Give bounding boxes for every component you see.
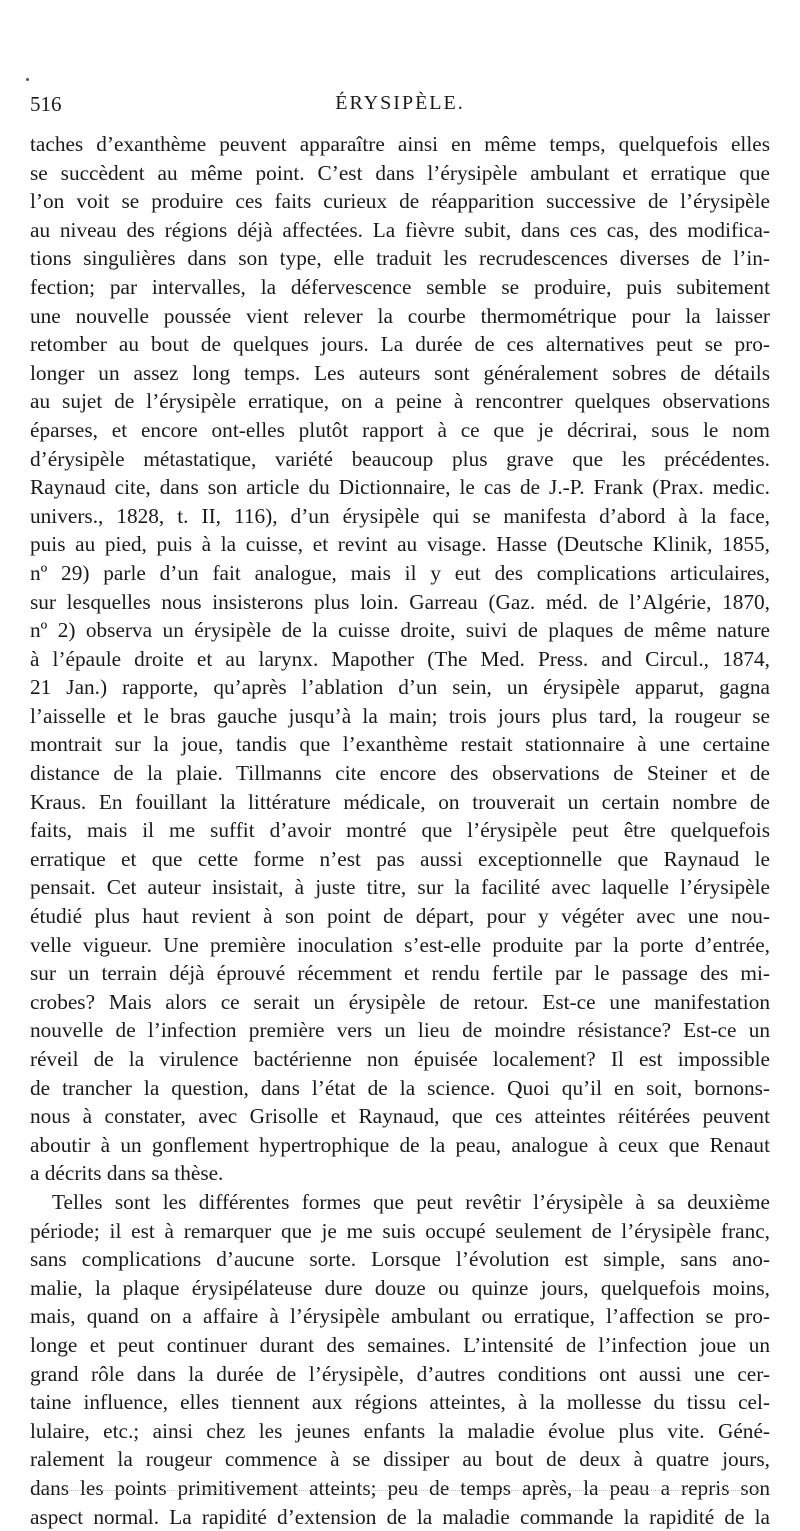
page-number: 516 — [30, 92, 62, 117]
text-line: faits, mais il me suffit d’avoir montré que l’érysipèle peut être quelquefois — [30, 816, 770, 845]
text-line: lulaire, etc.; ainsi chez les jeunes enfants la maladie évolue plus vite. Géné- — [30, 1417, 770, 1446]
text-line: au niveau des régions déjà affectées. La fièvre subit, dans ces cas, des modifica- — [30, 216, 770, 245]
text-line: longe et peut continuer durant des semaines. L’intensité de l’infection joue un — [30, 1331, 770, 1360]
book-page — [30, 90, 770, 1531]
text-line: aboutir à un gonflement hypertrophique de la peau, analogue à ceux que Renaut — [30, 1131, 770, 1160]
text-line: univers., 1828, t. II, 116), d’un érysipèle qui se manifesta d’abord à la face, — [30, 502, 770, 531]
text-line: erratique et que cette forme n’est pas aussi exceptionnelle que Raynaud le — [30, 845, 770, 874]
text-line: nous à constater, avec Grisolle et Raynaud, que ces atteintes réitérées peuvent — [30, 1102, 770, 1131]
text-line: nº 2) observa un érysipèle de la cuisse droite, suivi de plaques de même nature — [30, 616, 770, 645]
text-line: sans complications d’aucune sorte. Lorsque l’évolution est simple, sans ano- — [30, 1245, 770, 1274]
text-line: de trancher la question, dans l’état de la science. Quoi qu’il en soit, bornons- — [30, 1074, 770, 1103]
body-text — [30, 130, 770, 1531]
text-line: Raynaud cite, dans son article du Dictionnaire, le cas de J.-P. Frank (Prax. medic. — [30, 473, 770, 502]
text-line: nouvelle de l’infection première vers un lieu de moindre résistance? Est-ce un — [30, 1016, 770, 1045]
text-line: longer un assez long temps. Les auteurs sont généralement sobres de détails — [30, 359, 770, 388]
paragraph — [30, 1188, 770, 1531]
text-line: éparses, et encore ont-elles plutôt rapport à ce que je décrirai, sous le nom — [30, 416, 770, 445]
text-line: réveil de la virulence bactérienne non épuisée localement? Il est impossible — [30, 1045, 770, 1074]
text-line: fection; par intervalles, la défervescence semble se produire, puis subitement — [30, 273, 770, 302]
text-line: crobes? Mais alors ce serait un érysipèle de retour. Est-ce une manifestation — [30, 988, 770, 1017]
text-line: a décrits dans sa thèse. — [30, 1159, 770, 1188]
text-line: au sujet de l’érysipèle erratique, on a peine à rencontrer quelques observations — [30, 387, 770, 416]
text-line: grand rôle dans la durée de l’érysipèle, d’autres conditions ont aussi une cer- — [30, 1360, 770, 1389]
running-title: ÉRYSIPÈLE. — [30, 92, 770, 115]
text-line: sur un terrain déjà éprouvé récemment et rendu fertile par le passage des mi- — [30, 959, 770, 988]
stray-ink-dot — [26, 78, 29, 81]
text-line: taine influence, elles tiennent aux régions atteintes, à la mollesse du tissu cel- — [30, 1388, 770, 1417]
text-line: taches d’exanthème peuvent apparaître ainsi en même temps, quelquefois elles — [30, 130, 770, 159]
text-line: étudié plus haut revient à son point de départ, pour y végéter avec une nou- — [30, 902, 770, 931]
text-line: l’aisselle et le bras gauche jusqu’à la main; trois jours plus tard, la rougeur se — [30, 702, 770, 731]
text-line: période; il est à remarquer que je me suis occupé seulement de l’érysipèle franc, — [30, 1217, 770, 1246]
text-line: retomber au bout de quelques jours. La durée de ces alternatives peut se pro- — [30, 330, 770, 359]
text-line: Telles sont les différentes formes que peut revêtir l’érysipèle à sa deuxième — [30, 1188, 770, 1217]
text-line: nº 29) parle d’un fait analogue, mais il y eut des complications articulaires, — [30, 559, 770, 588]
text-line: pensait. Cet auteur insistait, à juste titre, sur la facilité avec laquelle l’érysipèle — [30, 873, 770, 902]
text-line: ralement la rougeur commence à se dissiper au bout de deux à quatre jours, — [30, 1445, 770, 1474]
text-line: malie, la plaque érysipélateuse dure douze ou quinze jours, quelquefois moins, — [30, 1274, 770, 1303]
running-head — [30, 90, 770, 130]
text-line: tions singulières dans son type, elle traduit les recrudescences diverses de l’in- — [30, 244, 770, 273]
text-line: distance de la plaie. Tillmanns cite encore des observations de Steiner et de — [30, 759, 770, 788]
paragraph — [30, 130, 770, 1188]
text-line: se succèdent au même point. C’est dans l’érysipèle ambulant et erratique que — [30, 159, 770, 188]
text-line: puis au pied, puis à la cuisse, et revint au visage. Hasse (Deutsche Klinik, 1855, — [30, 530, 770, 559]
text-line: une nouvelle poussée vient relever la courbe thermométrique pour la laisser — [30, 302, 770, 331]
text-line: aspect normal. La rapidité d’extension de la maladie commande la rapidité de la — [30, 1503, 770, 1531]
text-line: d’érysipèle métastatique, variété beaucoup plus grave que les précédentes. — [30, 445, 770, 474]
text-line: 21 Jan.) rapporte, qu’après l’ablation d’un sein, un érysipèle apparut, gagna — [30, 673, 770, 702]
text-line: montrait sur la joue, tandis que l’exanthème restait stationnaire à une certaine — [30, 730, 770, 759]
text-line: velle vigueur. Une première inoculation s’est-elle produite par la porte d’entrée, — [30, 931, 770, 960]
text-line: à l’épaule droite et au larynx. Mapother (The Med. Press. and Circul., 1874, — [30, 645, 770, 674]
text-line: l’on voit se produire ces faits curieux de réapparition successive de l’érysipèle — [30, 187, 770, 216]
bottom-rule — [40, 1490, 760, 1492]
text-line: sur lesquelles nous insisterons plus loin. Garreau (Gaz. méd. de l’Algérie, 1870, — [30, 588, 770, 617]
text-line: mais, quand on a affaire à l’érysipèle ambulant ou erratique, l’affection se pro- — [30, 1302, 770, 1331]
text-line: Kraus. En fouillant la littérature médicale, on trouverait un certain nombre de — [30, 788, 770, 817]
text-line: dans les points primitivement atteints; peu de temps après, la peau a repris son — [30, 1474, 770, 1503]
